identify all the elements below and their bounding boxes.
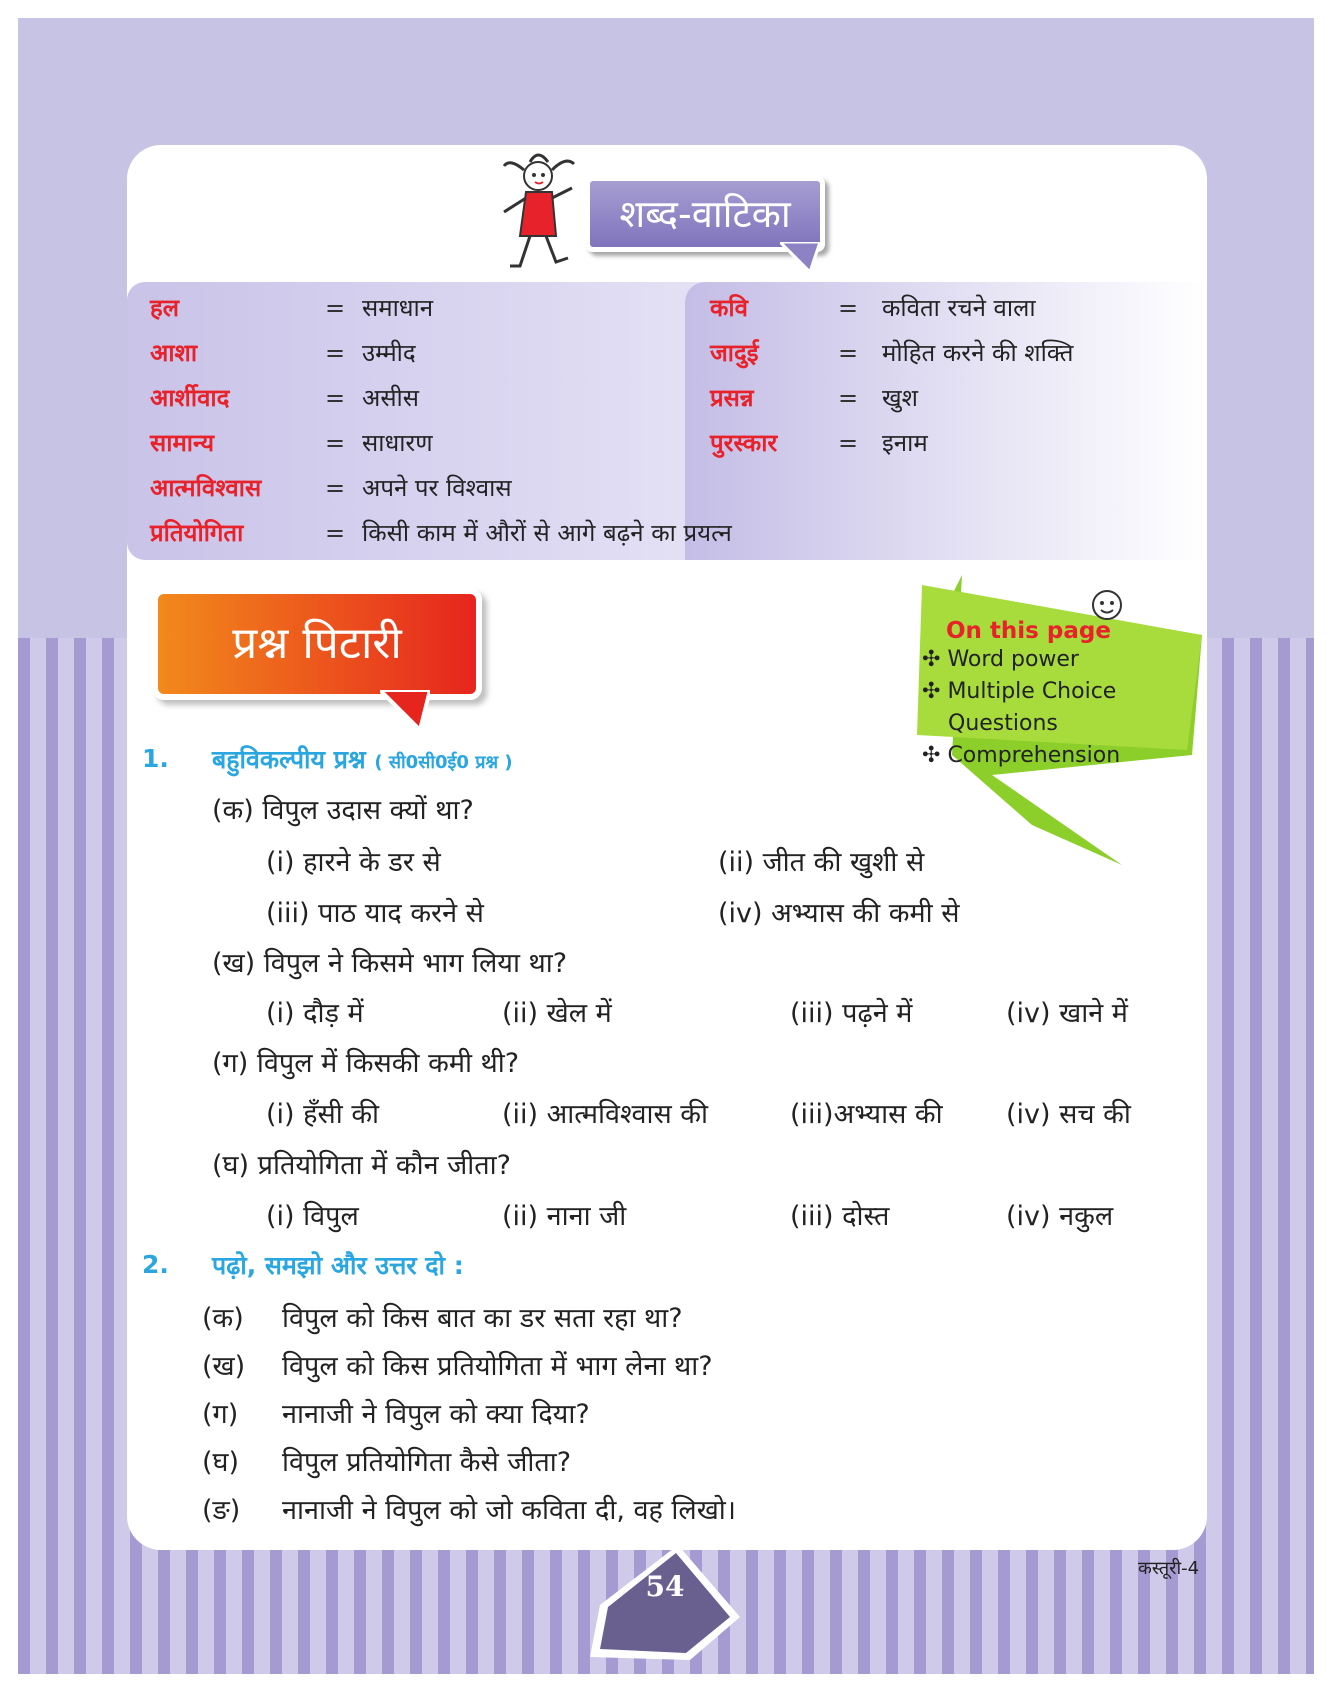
section-title-badge: शब्द-वाटिका: [585, 176, 825, 252]
mcq-question: (घ) प्रतियोगिता में कौन जीता?: [212, 1150, 511, 1181]
vocab-row: [150, 331, 750, 375]
vocab-row: [150, 376, 750, 420]
girl-illustration-icon: [490, 148, 600, 278]
equals-sign: =: [838, 294, 859, 322]
question-label: (ख): [202, 1351, 246, 1382]
mcq-option: (iii) पाठ याद करने से: [266, 898, 484, 929]
vocab-word: कवि: [710, 294, 748, 322]
mcq-option: (i) हारने के डर से: [266, 847, 441, 878]
vocab-row: [150, 286, 750, 330]
vocab-meaning: मोहित करने की शक्ति: [882, 339, 1074, 367]
mcq-option: (iv) खाने में: [1006, 998, 1128, 1029]
question-text: विपुल को किस प्रतियोगिता में भाग लेना था?: [282, 1351, 713, 1382]
vocab-word: आशा: [150, 339, 198, 367]
vocab-word: सामान्य: [150, 429, 215, 457]
mcq-option: (i) विपुल: [266, 1201, 359, 1232]
vocab-meaning: इनाम: [882, 429, 928, 457]
question-number: 2.: [142, 1250, 169, 1279]
question-number: 1.: [142, 744, 169, 773]
mcq-option: (ii) नाना जी: [502, 1201, 627, 1232]
question-text: नानाजी ने विपुल को क्या दिया?: [282, 1399, 590, 1430]
speech-tail-icon: [380, 690, 430, 730]
mcq-option: (iv) नकुल: [1006, 1201, 1114, 1232]
tag-item: ✣ Comprehension: [922, 743, 1121, 768]
tag-item: Questions: [948, 711, 1058, 736]
mcq-option: (ii) जीत की खुशी से: [718, 847, 925, 878]
mcq-option: (i) दौड़ में: [266, 998, 364, 1029]
on-this-page-list: [922, 618, 1202, 772]
vocab-meaning: साधारण: [362, 429, 433, 457]
equals-sign: =: [838, 429, 859, 457]
vocab-row: [710, 421, 1190, 465]
question-label: (क): [202, 1303, 244, 1334]
vocab-row: [150, 421, 750, 465]
mcq-question: (क) विपुल उदास क्यों था?: [212, 795, 474, 826]
mcq-option: (iv) अभ्यास की कमी से: [718, 898, 960, 929]
bullet-icon: ✣: [922, 743, 941, 768]
vocab-word: प्रसन्न: [710, 384, 754, 412]
vocab-meaning: अपने पर विश्वास: [362, 474, 512, 502]
bullet-icon: ✣: [922, 679, 941, 704]
question-box-title: प्रश्न पिटारी: [152, 588, 482, 700]
equals-sign: =: [325, 384, 346, 412]
tag-item: ✣ Multiple Choice: [922, 679, 1117, 704]
question-label: (घ): [202, 1447, 240, 1478]
mcq-option: (i) हँसी की: [266, 1099, 380, 1130]
mcq-option: (ii) आत्मविश्वास की: [502, 1099, 709, 1130]
mcq-option: (iii)अभ्यास की: [790, 1099, 943, 1130]
vocab-row: [710, 376, 1190, 420]
question-heading: पढ़ो, समझो और उत्तर दो :: [212, 1251, 464, 1280]
vocab-meaning: असीस: [362, 384, 419, 412]
equals-sign: =: [838, 384, 859, 412]
equals-sign: =: [325, 474, 346, 502]
vocab-word: प्रतियोगिता: [150, 519, 244, 547]
mcq-question: (ग) विपुल में किसकी कमी थी?: [212, 1048, 520, 1079]
question-tag: ( सी0सी0ई0 प्रश्न ): [374, 752, 513, 773]
question-label: (ङ): [202, 1495, 241, 1526]
mcq-option: (iii) दोस्त: [790, 1201, 890, 1232]
equals-sign: =: [325, 429, 346, 457]
equals-sign: =: [325, 519, 346, 547]
question-heading: बहुविकल्पीय प्रश्न ( सी0सी0ई0 प्रश्न ): [212, 745, 513, 774]
vocab-word: पुरस्कार: [710, 429, 778, 457]
vocab-meaning: समाधान: [362, 294, 434, 322]
equals-sign: =: [325, 339, 346, 367]
equals-sign: =: [325, 294, 346, 322]
mcq-question: (ख) विपुल ने किसमे भाग लिया था?: [212, 948, 568, 979]
question-text: विपुल को किस बात का डर सता रहा था?: [282, 1303, 683, 1334]
badge-tail-icon: [780, 242, 820, 272]
vocab-word: हल: [150, 294, 180, 322]
question-label: (ग): [202, 1399, 239, 1430]
vocab-meaning: कविता रचने वाला: [882, 294, 1036, 322]
on-this-page-title: On this page: [946, 618, 1111, 644]
book-title: कस्तूरी-4: [1138, 1558, 1200, 1579]
vocab-word: आर्शीवाद: [150, 384, 230, 412]
vocab-meaning: उम्मीद: [362, 339, 416, 367]
equals-sign: =: [838, 339, 859, 367]
mcq-option: (iii) पढ़ने में: [790, 998, 913, 1029]
vocab-row: [710, 286, 1190, 330]
header-badge: [490, 148, 840, 278]
vocab-row: [150, 511, 850, 555]
bullet-icon: ✣: [922, 647, 941, 672]
vocab-meaning: खुश: [882, 384, 918, 412]
vocab-word: जादुई: [710, 339, 759, 367]
page-number: 54: [645, 1570, 685, 1603]
vocab-row: [710, 331, 1190, 375]
mcq-option: (ii) खेल में: [502, 998, 612, 1029]
vocab-word: आत्मविश्वास: [150, 474, 262, 502]
vocab-row: [150, 466, 750, 510]
vocab-meaning: किसी काम में औरों से आगे बढ़ने का प्रयत्न: [362, 519, 732, 547]
mcq-option: (iv) सच की: [1006, 1099, 1131, 1130]
question-text: नानाजी ने विपुल को जो कविता दी, वह लिखो।: [282, 1495, 737, 1526]
tag-item: ✣ Word power: [922, 647, 1079, 672]
question-text: विपुल प्रतियोगिता कैसे जीता?: [282, 1447, 572, 1478]
